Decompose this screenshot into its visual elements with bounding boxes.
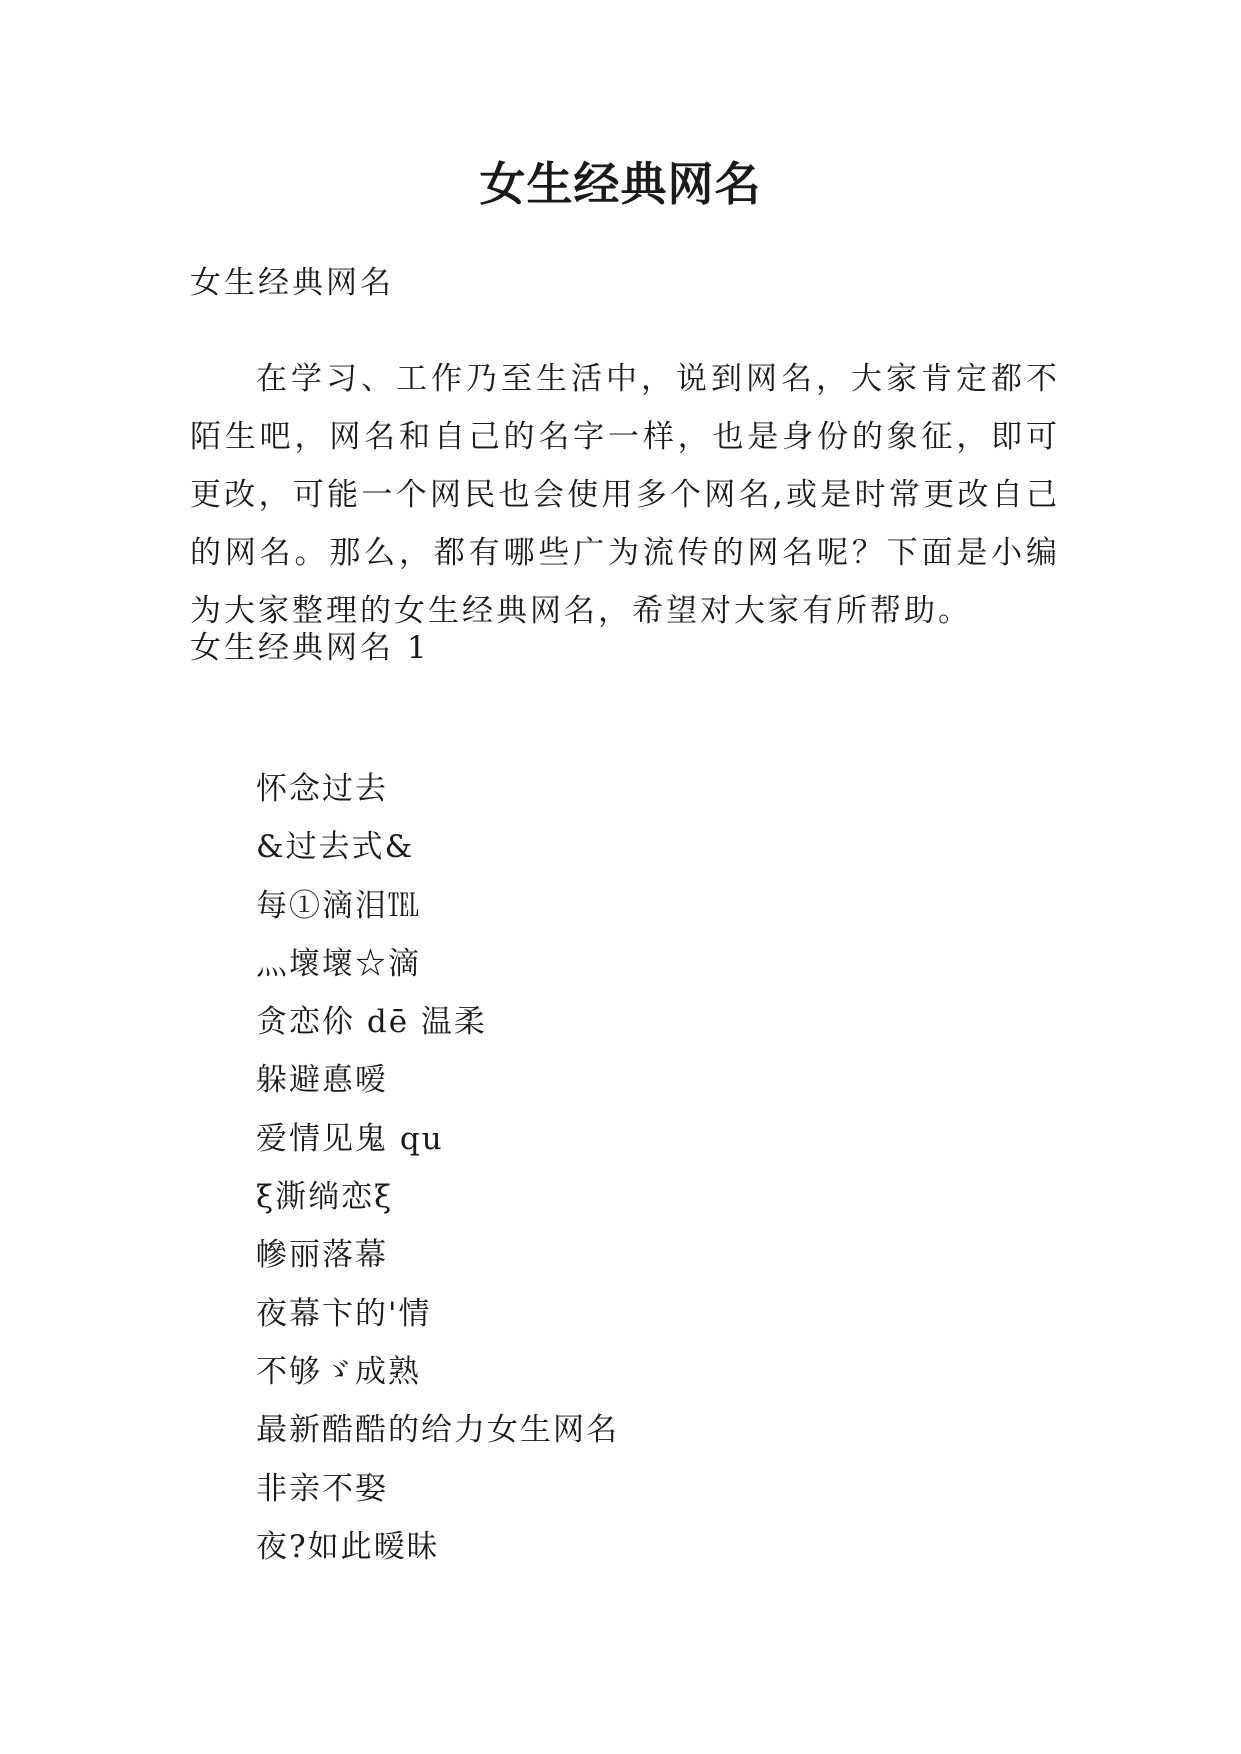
section-heading: 女生经典网名 1 [190, 630, 430, 666]
list-item: 爱情见鬼 qu [256, 1120, 444, 1157]
list-item: &过去式& [256, 829, 415, 866]
list-item: 夜幕卞的'情 [256, 1295, 432, 1332]
list-item: 每①滴泪℡ [256, 887, 421, 924]
name-list [256, 760, 619, 1576]
article-heading: 女生经典网名 [190, 265, 394, 301]
list-item: 幓丽落幕 [256, 1237, 388, 1274]
intro-paragraph: 在学习、工作乃至生活中，说到网名，大家肯定都不陌生吧，网名和自己的名字一样，也是身份的象征，即可更改，可能一个网民也会使用多个网名,或是时常更改自己的网名。那么，都有哪些广为流传的网名呢？下面是小编为大家整理的女生经典网名，希望对大家有所帮助。 [190, 361, 1060, 629]
list-item: ξ澌绱恋ξ [256, 1179, 394, 1216]
list-item: 灬壞壞☆滴 [256, 945, 421, 982]
list-item: 不够ゞ成熟 [256, 1353, 421, 1390]
document-title: 女生经典网名 [479, 157, 762, 211]
list-item: 非亲不娶 [256, 1470, 388, 1507]
list-item: 夜?如此暧昧 [256, 1528, 440, 1565]
list-item: 最新酷酷的给力女生网名 [256, 1412, 619, 1449]
list-item: 贪恋伱 dē 温柔 [256, 1004, 487, 1041]
list-item: 怀念过去 [256, 771, 388, 807]
list-item: 躲避悳嗳 [256, 1062, 388, 1099]
